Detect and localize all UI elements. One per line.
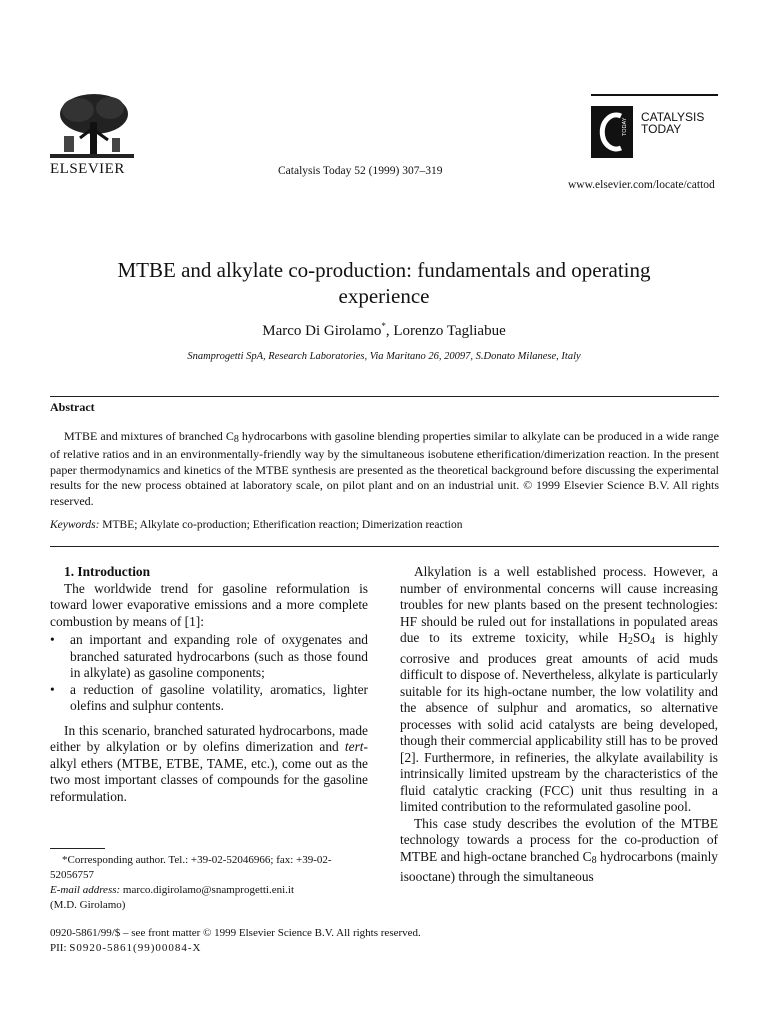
paper-title (60, 257, 708, 309)
abstract-text (50, 429, 719, 509)
intro-bullet-list (50, 632, 368, 715)
abstract-text-1: MTBE and mixtures of branched C (64, 429, 234, 443)
right-p1-part-c: is highly corrosive and produces great amounts of acid muds difficult to dispose of. Nevertheless, alkylate is particularly suitable for its high-octane number, the low volatility and the absence of sulphur and aromatics, so alternative processes with solid acid catalysts are being developed, though their commercial applicability still has to be proved [2]. Furthermore, in refineries, the alkylate availability is intrinsically limited upstream by the characteristics of the fluid catalytic cracking (FCC) unit thus resulting in a limited contribution to the reformulated gasoline pool. (400, 630, 718, 814)
affiliation: Snamprogetti SpA, Research Laboratories, Via Maritano 26, 20097, S.Donato Milanese, Italy (187, 351, 581, 362)
keywords-text: MTBE; Alkylate co-production; Etherification reaction; Dimerization reaction (99, 519, 463, 531)
left-column (50, 564, 368, 805)
elsevier-tree-logo (50, 92, 134, 162)
pii-label: PII: (50, 942, 70, 954)
intro-bullet-2: • a reduction of gasoline volatility, aromatics, lighter olefins and sulphur contents. (50, 682, 368, 715)
intro-p2-italic: tert (344, 739, 364, 754)
right-p1-part-a: Alkylation is a well established process. However, a number of environmental concerns will cause increasing troubles for new plants based on the present technologies: HF should be ruled out for installations in populated areas due to its extreme toxicity, while H (400, 564, 718, 645)
author-2: Lorenzo Tagliabue (393, 323, 506, 339)
abstract-sub-1: 8 (233, 434, 239, 445)
footnote-rule (50, 848, 105, 849)
copyright-line: 0920-5861/99/$ – see front matter © 1999 Elsevier Science B.V. All rights reserved. (50, 927, 421, 939)
journal-reference: Catalysis Today 52 (1999) 307–319 (278, 165, 443, 177)
right-p2-part-b: hydrocarbons (mainly isooctane) through the simultaneous (400, 848, 718, 884)
right-paragraph-2 (400, 816, 718, 886)
intro-p2-part-b: -alkyl ethers (MTBE, ETBE, TAME, etc.), come out as the two most important classes of compounds for the gasoline reformulation. (50, 739, 368, 804)
author-1: Marco Di Girolamo (262, 323, 382, 339)
abstract-heading: Abstract (50, 400, 95, 414)
journal-logo-label (641, 111, 704, 135)
section-heading-introduction: 1. Introduction (64, 564, 151, 579)
footnote-name: (M.D. Girolamo) (50, 899, 126, 911)
journal-logo-vertical-text: TODAY (622, 117, 628, 136)
title-line-1: MTBE and alkylate co-production: fundamentals and operating (117, 258, 651, 282)
abstract-bottom-rule (50, 546, 719, 547)
footnote-email-label: E-mail address: (50, 884, 121, 896)
right-p1-sub-1: 2 (627, 636, 633, 647)
abstract-top-rule (50, 396, 719, 397)
footnote (50, 853, 368, 913)
journal-url[interactable]: www.elsevier.com/locate/cattod (568, 179, 715, 191)
right-p1-part-b: SO (632, 630, 650, 645)
footnote-corresponding: *Corresponding author. Tel.: +39-02-52046966; fax: +39-02-52056757 (50, 854, 332, 881)
front-matter-info (50, 926, 421, 956)
abstract-text-2: hydrocarbons with gasoline blending properties similar to alkylate can be produced in a wide range of relative ratios and in an environmentally-friendly way by the simultaneous isobutene etherification/dimerization reaction. In the present paper thermodynamics and kinetics of the MTBE synthesis are presented as the theoretical background before discussing the experimental results for the new process obtained at laboratory scale, on pilot plant and on an industrial unit. © 1999 Elsevier Science B.V. All rights reserved. (50, 429, 719, 508)
intro-paragraph-1: The worldwide trend for gasoline reformulation is toward lower evaporative emissions and a more complete combustion by means of [1]: (50, 580, 368, 629)
pii-value: S0920-5861(99)00084-X (69, 942, 202, 954)
intro-bullet-1: • an important and expanding role of oxygenates and branched saturated hydrocarbons (such as those found in alkylate) as gasoline components; (50, 632, 368, 682)
footnote-email[interactable]: marco.digirolamo@snamprogetti.eni.it (120, 884, 295, 896)
footnote-email-line (50, 883, 368, 898)
journal-logo-line1: CATALYSIS (641, 110, 705, 124)
author-separator: , (385, 323, 394, 339)
journal-logo-rule (591, 94, 718, 96)
pii-line (50, 941, 421, 956)
intro-p2-part-a: In this scenario, branched saturated hydrocarbons, made either by alkylation or by olefins dimerization and (50, 722, 368, 754)
right-p2-sub: 8 (591, 854, 597, 866)
catalysis-today-c-logo (591, 106, 633, 158)
right-column (400, 564, 718, 886)
intro-paragraph-2 (50, 723, 368, 806)
keywords-label: Keywords: (50, 519, 100, 531)
journal-logo-line2: TODAY (641, 122, 682, 136)
corresponding-mark: * (381, 321, 386, 331)
right-p2-part-a: This case study describes the evolution of the MTBE technology towards a process for the co-production of MTBE and high-octane branched C (400, 815, 718, 864)
right-p1-sub-2: 4 (650, 636, 655, 647)
authors (0, 321, 768, 340)
keywords (50, 519, 719, 531)
publisher-name: ELSEVIER (50, 161, 125, 177)
title-line-2: experience (338, 284, 430, 308)
right-paragraph-1 (400, 564, 718, 816)
